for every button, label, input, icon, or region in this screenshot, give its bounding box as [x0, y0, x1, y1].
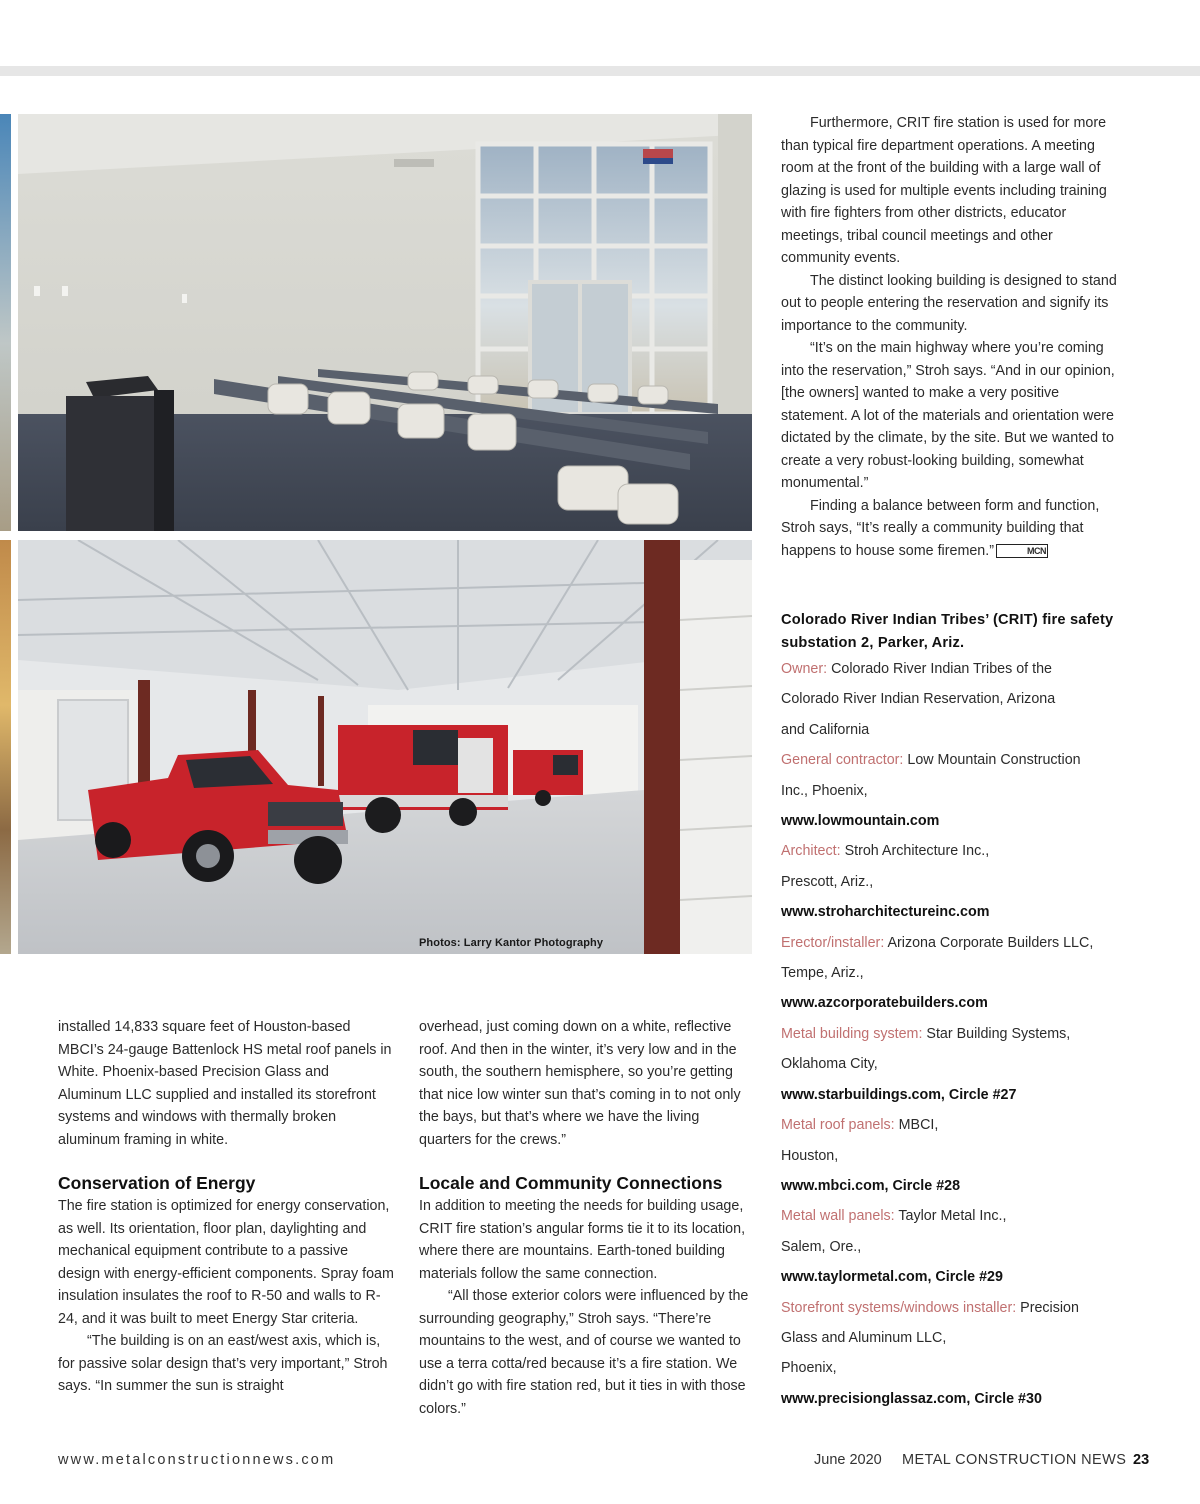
paragraph: overhead, just coming down on a white, reflective roof. And then in the winter, it’s very low and in the south, the southern hemisphere, so you’re getting that nice low winter sun that’s coming in to not only the bays, but that’s where we have the living quarters for the crews.”	[419, 1019, 741, 1148]
paragraph: “All those exterior colors were influenced by the surrounding geography,” Stroh says. “There’re mountains to the west, and of course we wanted to use a terra cotta/red because it’s a fire station. We didn’t go with fire station red, but it ties in with those colors.”	[419, 1288, 749, 1417]
credit-line	[781, 1323, 1126, 1353]
page-number: 23	[1133, 1452, 1150, 1468]
credit-line	[781, 776, 1126, 806]
credit-line	[781, 928, 1126, 958]
credit-line	[781, 745, 1126, 775]
credit-line	[781, 1019, 1126, 1049]
meeting-room-photo	[18, 114, 752, 531]
credit-detail: Colorado River Indian Reservation, Arizona	[781, 691, 1056, 708]
credit-line	[781, 684, 1126, 714]
article-column-left	[58, 1016, 394, 1398]
credit-website: www.taylormetal.com, Circle #29	[781, 1269, 1003, 1286]
photo-credit: Photos: Larry Kantor Photography	[419, 937, 604, 949]
credit-line	[781, 867, 1126, 897]
paragraph: The fire station is optimized for energy conservation, as well. Its orientation, floor plan, daylighting and mechanical equipment contribute to a passive design with energy-efficient components. Spray foam insulation insulates the roof to R-50 and walls to R-24, and it was built to meet Energy Star criteria.	[58, 1198, 394, 1327]
credit-role: Storefront systems/windows installer:	[781, 1299, 1017, 1316]
credit-line	[781, 715, 1126, 745]
credit-detail: Salem, Ore.,	[781, 1238, 862, 1255]
credit-detail: Prescott, Ariz.,	[781, 873, 874, 890]
credit-line	[781, 958, 1126, 988]
credit-line	[781, 1353, 1126, 1383]
paragraph: The distinct looking building is designed to stand out to people entering the reservation and signify its importance to the community.	[781, 272, 1117, 334]
credit-detail: Taylor Metal Inc.,	[894, 1208, 1007, 1225]
credit-line	[781, 1110, 1126, 1140]
paragraph-final	[781, 495, 1121, 563]
paragraph: “The building is on an east/west axis, which is, for passive solar design that’s very important,” Stroh says. “In summer the sun is straight	[58, 1333, 388, 1394]
credit-detail: Phoenix,	[781, 1360, 837, 1377]
credit-website: www.stroharchitectureinc.com	[781, 904, 990, 921]
project-credits	[781, 609, 1126, 1414]
paragraph: “It’s on the main highway where you’re coming into the reservation,” Stroh says. “And in our opinion, [the owners] wanted to make a very positive statement. A lot of the materials and orientation were dictated by the climate, by the site. But we wanted to create a very robust-looking building, somewhat monumental.”	[781, 340, 1115, 491]
credit-role: Metal roof panels:	[781, 1117, 895, 1134]
article-column-right	[781, 112, 1121, 562]
credit-role: General contractor:	[781, 752, 904, 769]
paragraph-text: Finding a balance between form and function, Stroh says, “It’s really a community building that happens to house some firemen.”	[781, 497, 1100, 559]
credit-line	[781, 836, 1126, 866]
credit-role: Metal wall panels:	[781, 1208, 895, 1225]
credit-detail: Stroh Architecture Inc.,	[840, 843, 990, 860]
article-column-middle	[419, 1016, 755, 1420]
credit-detail: Colorado River Indian Tribes of the	[827, 661, 1052, 677]
footer-publication-name: METAL CONSTRUCTION NEWS	[902, 1452, 1127, 1468]
adjacent-page-photo-edge	[0, 540, 11, 954]
credit-role: Architect:	[781, 843, 841, 860]
credit-line	[781, 1141, 1126, 1171]
credit-role: Owner:	[781, 661, 828, 677]
apparatus-bay-photo	[18, 540, 752, 954]
footer-issue-date: June 2020	[814, 1452, 882, 1468]
section-heading: Conservation of Energy	[58, 1173, 256, 1193]
header-rule	[0, 66, 1200, 76]
section-heading: Locale and Community Connections	[419, 1173, 723, 1193]
credit-detail: Oklahoma City,	[781, 1056, 878, 1073]
credit-detail: Precision	[1016, 1299, 1079, 1316]
paragraph: In addition to meeting the needs for building usage, CRIT fire station’s angular forms tie it to its location, where there are mountains. Earth-toned building materials follow the same connection.	[419, 1198, 746, 1282]
credit-detail: Low Mountain Construction	[903, 752, 1081, 769]
paragraph: installed 14,833 square feet of Houston-based MBCI’s 24-gauge Battenlock HS metal roof panels in White. Phoenix-based Precision Glass and Aluminum LLC supplied and installed its storefront systems and windows with thermally broken aluminum framing in white.	[58, 1019, 392, 1148]
credit-line	[781, 1201, 1126, 1231]
credit-detail: Tempe, Ariz.,	[781, 965, 864, 982]
credit-role: Erector/installer:	[781, 934, 885, 951]
credit-website: www.lowmountain.com	[781, 813, 940, 830]
credit-detail: Star Building Systems,	[922, 1025, 1071, 1042]
credit-detail: MBCI,	[894, 1117, 939, 1134]
credits-list	[781, 654, 1126, 1414]
credit-line	[781, 1293, 1126, 1323]
credit-detail: Glass and Aluminum LLC,	[781, 1329, 947, 1346]
credit-website: www.mbci.com, Circle #28	[781, 1177, 961, 1194]
credits-title: Colorado River Indian Tribes’ (CRIT) fire safety substation 2, Parker, Ariz.	[781, 612, 1114, 651]
adjacent-page-photo-edge	[0, 114, 11, 531]
credit-detail: Houston,	[781, 1147, 839, 1164]
credit-website: www.azcorporatebuilders.com	[781, 995, 988, 1012]
credit-role: Metal building system:	[781, 1025, 923, 1042]
credit-website: www.starbuildings.com, Circle #27	[781, 1086, 1017, 1103]
credit-line	[781, 1232, 1126, 1262]
credit-detail: Arizona Corporate Builders LLC,	[884, 934, 1094, 951]
paragraph: Furthermore, CRIT fire station is used for more than typical fire department operations. A meeting room at the front of the building with a large wall of glazing is used for multiple events including training with fire fighters from other districts, educator meetings, tribal council meetings and other community events.	[781, 115, 1107, 266]
credit-detail: and California	[781, 721, 870, 738]
credit-line	[781, 1049, 1126, 1079]
credit-detail: Inc., Phoenix,	[781, 782, 868, 799]
footer-website: www.metalconstructionnews.com	[58, 1452, 336, 1468]
credit-line	[781, 654, 1126, 684]
end-mark-logo: MCN	[996, 544, 1048, 558]
credit-website: www.precisionglassaz.com, Circle #30	[781, 1390, 1042, 1407]
